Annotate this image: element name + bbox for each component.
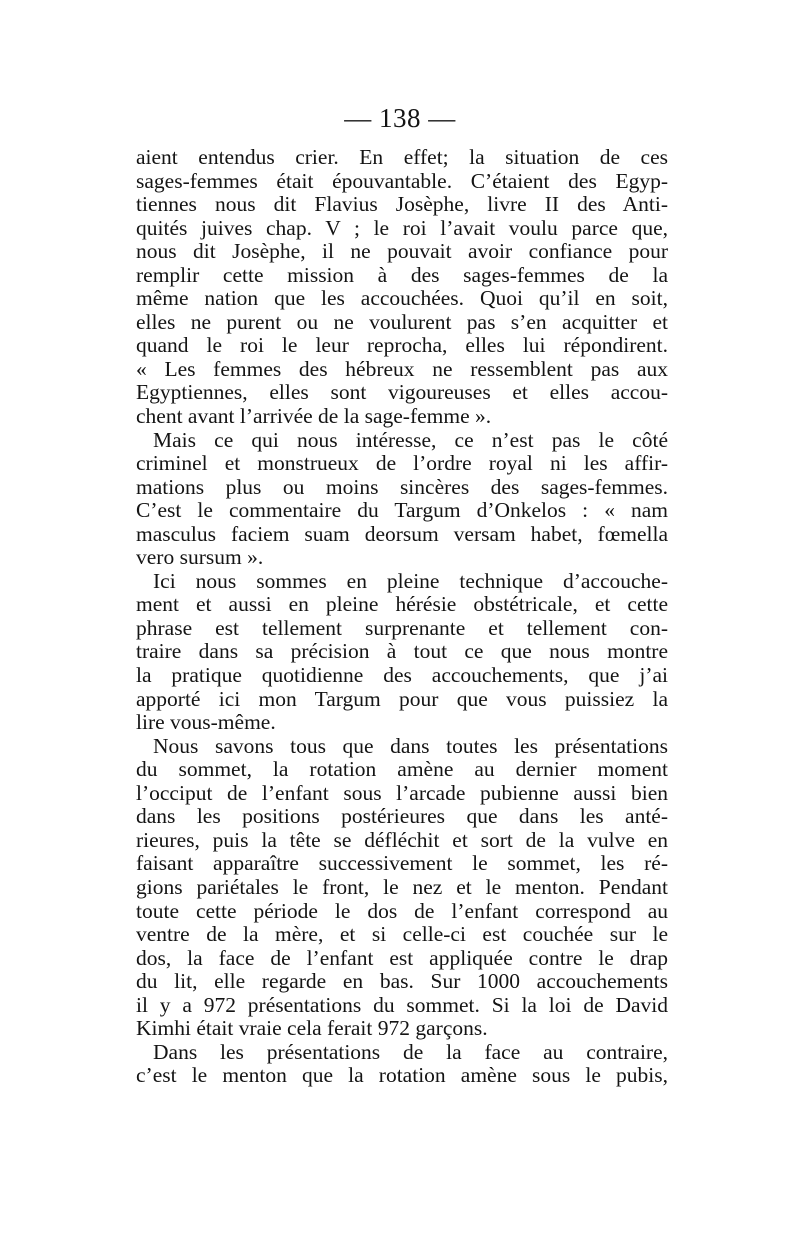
text-line: dans les positions postérieures que dans les anté- <box>136 804 668 829</box>
paragraph <box>136 1041 668 1088</box>
text-line: traire dans sa précision à tout ce que nous montre <box>136 639 668 664</box>
text-line: elles ne purent ou ne voulurent pas s’en acquitter et <box>136 309 668 334</box>
text-line: quand le roi le leur reprocha, elles lui répondirent. <box>136 333 668 358</box>
text-line: c’est le menton que la rotation amène sous le pubis, <box>136 1063 668 1088</box>
text-line: masculus faciem suam deorsum versam habet, fœmella <box>136 521 668 546</box>
text-line: remplir cette mission à des sages-femmes de la <box>136 262 668 287</box>
text-line: Ici nous sommes en pleine technique d’accouche- <box>153 568 668 593</box>
text-line: vero sursum ». <box>136 545 264 570</box>
text-line: du sommet, la rotation amène au dernier moment <box>136 757 668 782</box>
text-line: mations plus ou moins sincères des sages-femmes. <box>136 474 668 499</box>
paragraph <box>136 146 668 429</box>
text-line: tiennes nous dit Flavius Josèphe, livre II des Anti- <box>136 192 668 217</box>
text-line: faisant apparaître successivement le sommet, les ré- <box>136 851 668 876</box>
text-line: ment et aussi en pleine hérésie obstétricale, et cette <box>136 592 668 617</box>
text-line: du lit, elle regarde en bas. Sur 1000 accouchements <box>136 969 668 994</box>
paragraph <box>136 570 668 735</box>
body-text <box>136 146 668 1088</box>
paragraph <box>136 735 668 1041</box>
text-line: « Les femmes des hébreux ne ressemblent pas aux <box>136 356 668 381</box>
text-line: Nous savons tous que dans toutes les présentations <box>153 733 668 758</box>
text-line: Kimhi était vraie cela ferait 972 garçons. <box>136 1016 488 1041</box>
text-line: toute cette période le dos de l’enfant correspond au <box>136 898 668 923</box>
text-line: nous dit Josèphe, il ne pouvait avoir confiance pour <box>136 239 668 264</box>
text-line: lire vous-même. <box>136 710 276 735</box>
text-line: sages-femmes était épouvantable. C’étaient des Egyp- <box>136 168 668 193</box>
text-line: rieures, puis la tête se défléchit et sort de la vulve en <box>136 827 668 852</box>
text-line: l’occiput de l’enfant sous l’arcade pubienne aussi bien <box>136 780 668 805</box>
text-line: gions pariétales le front, le nez et le menton. Pendant <box>136 874 668 899</box>
text-line: ventre de la mère, et si celle-ci est couchée sur le <box>136 922 668 947</box>
page-number: — 138 — <box>344 103 456 133</box>
text-line: dos, la face de l’enfant est appliquée contre le drap <box>136 945 668 970</box>
text-line: Dans les présentations de la face au contraire, <box>153 1039 668 1064</box>
text-line: aient entendus crier. En effet; la situation de ces <box>136 145 668 169</box>
text-line: même nation que les accouchées. Quoi qu’il en soit, <box>136 286 668 311</box>
paragraph <box>136 429 668 570</box>
text-line: apporté ici mon Targum pour que vous puissiez la <box>136 686 668 711</box>
text-line: quités juives chap. V ; le roi l’avait voulu parce que, <box>136 215 668 240</box>
text-line: chent avant l’arrivée de la sage-femme ». <box>136 404 492 429</box>
text-line: phrase est tellement surprenante et tellement con- <box>136 615 668 640</box>
text-line: criminel et monstrueux de l’ordre royal ni les affir- <box>136 451 668 476</box>
text-line: Mais ce qui nous intéresse, ce n’est pas le côté <box>153 427 668 452</box>
text-line: la pratique quotidienne des accouchements, que j’ai <box>136 663 668 688</box>
text-line: C’est le commentaire du Targum d’Onkelos : « nam <box>136 498 668 523</box>
text-line: il y a 972 présentations du sommet. Si la loi de David <box>136 992 668 1017</box>
text-line: Egyptiennes, elles sont vigoureuses et elles accou- <box>136 380 668 405</box>
